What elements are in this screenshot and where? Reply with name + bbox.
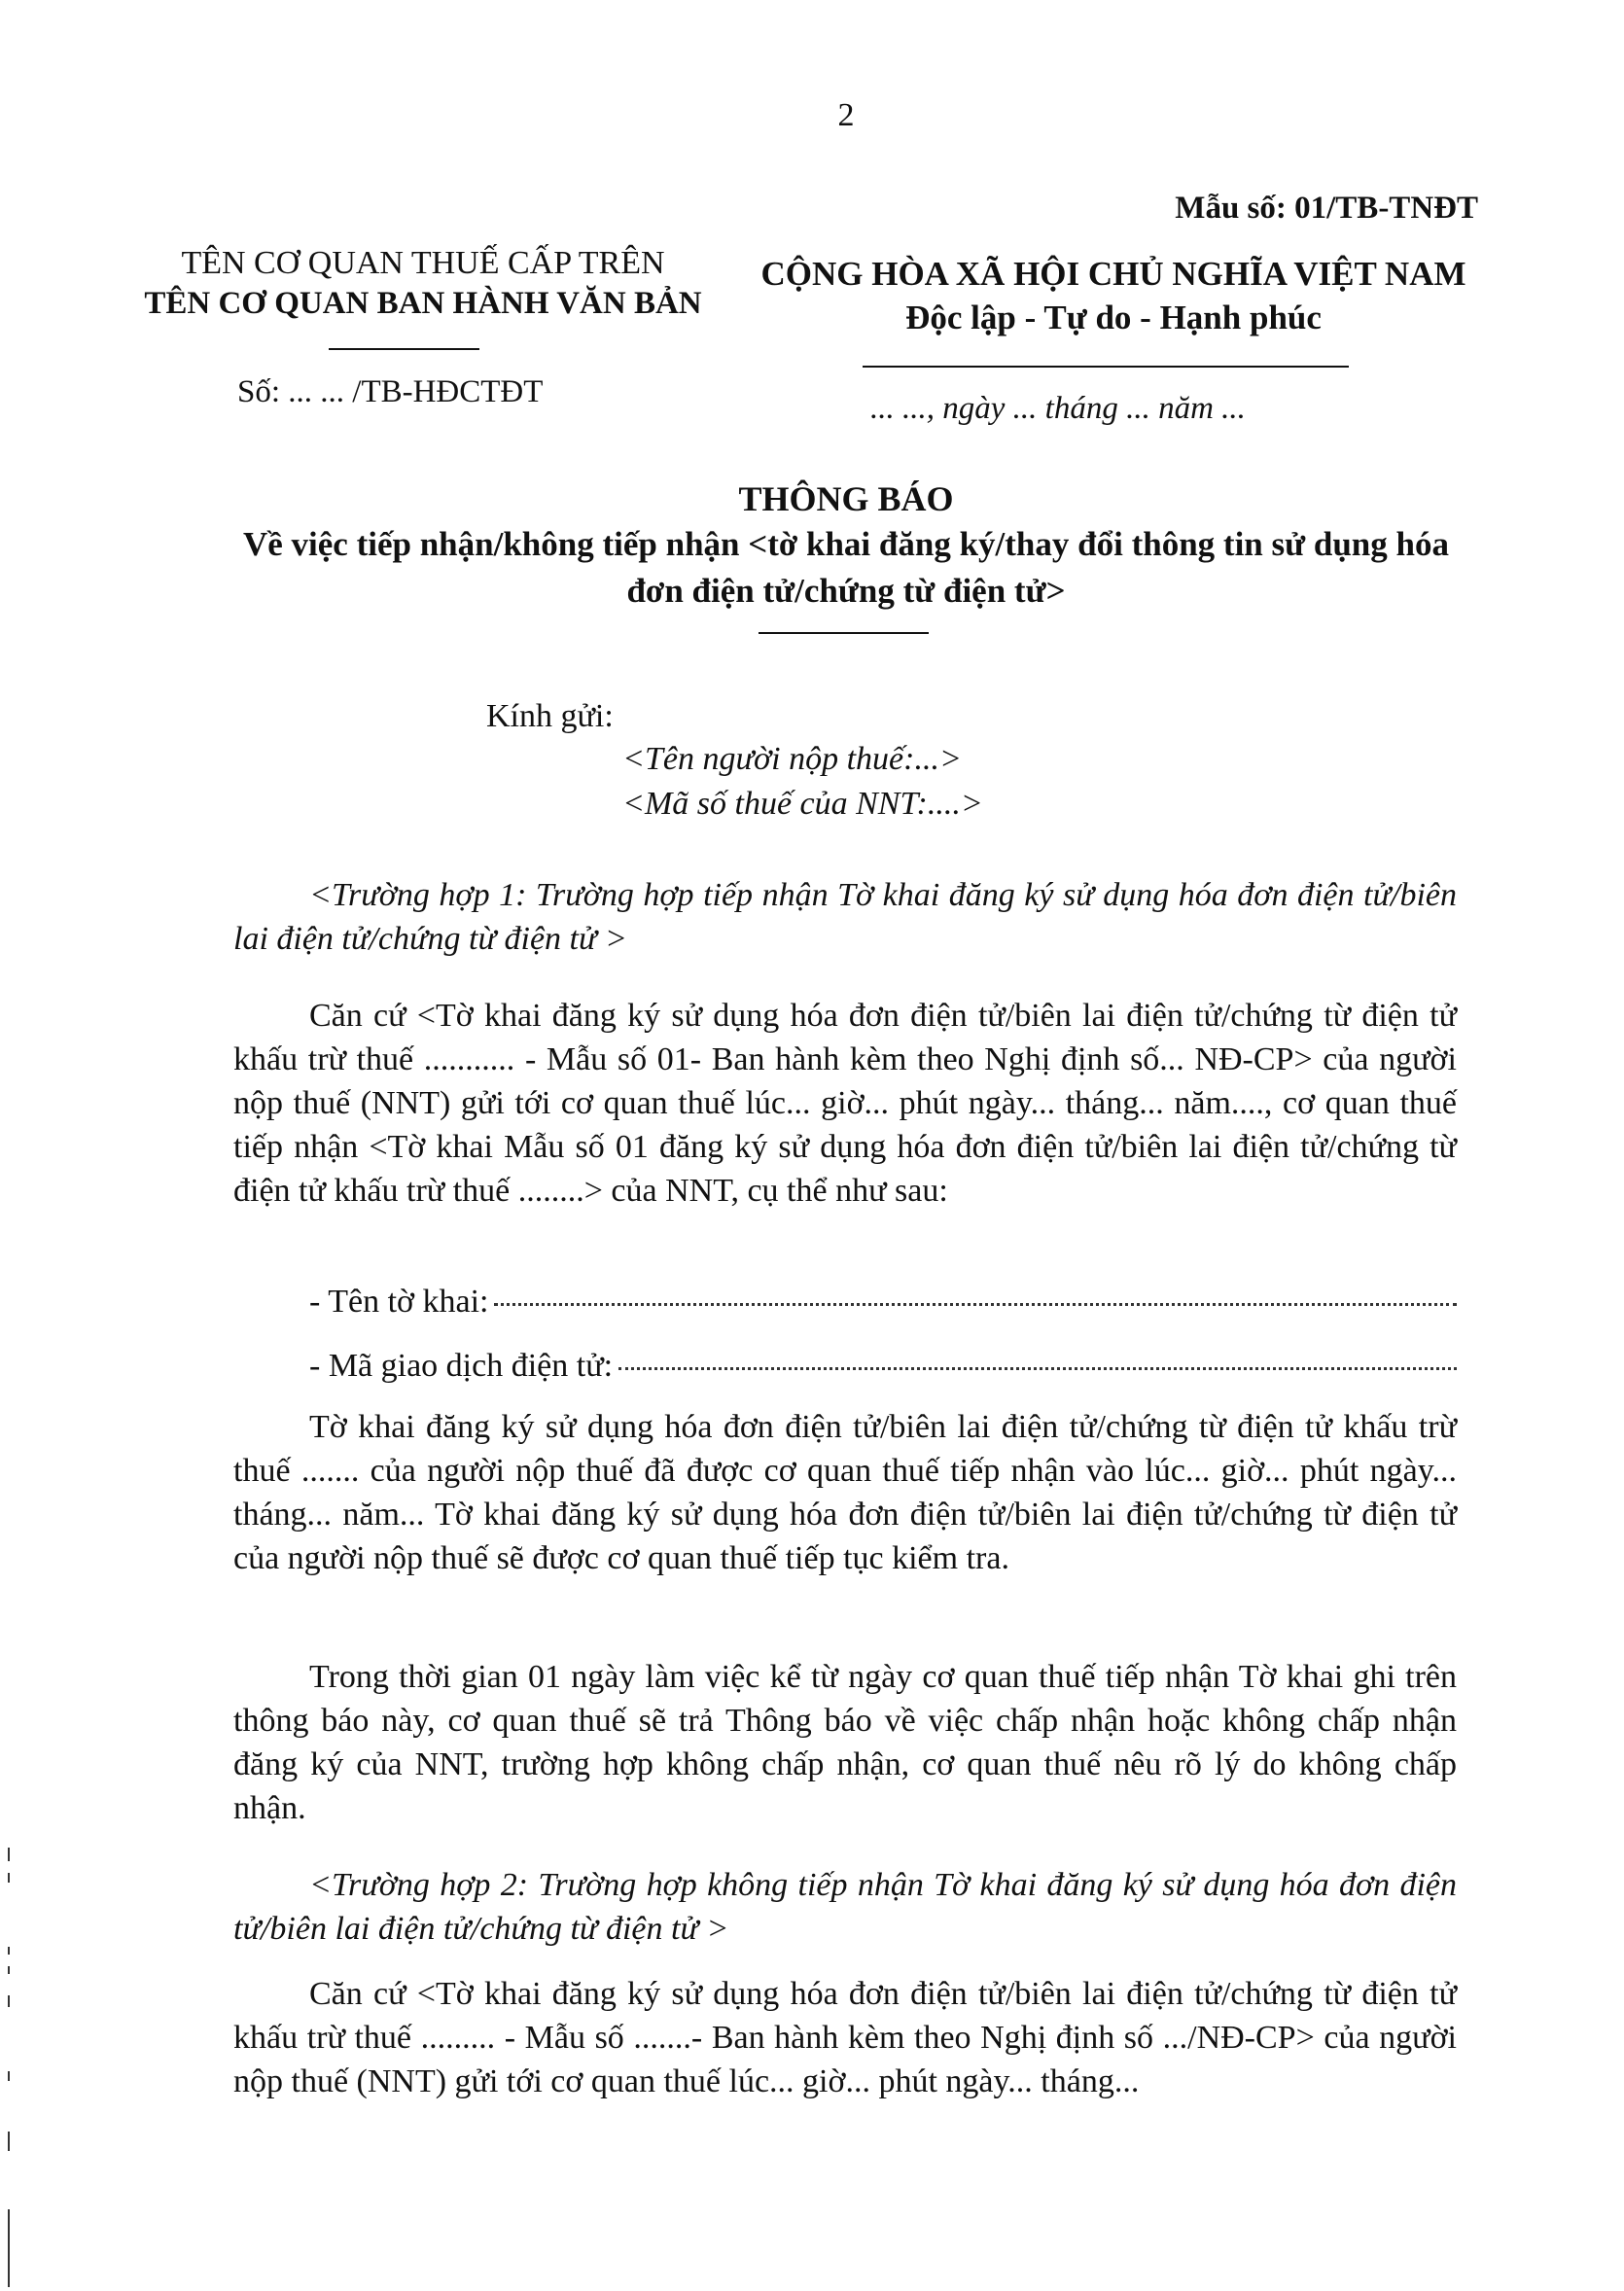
country-name: CỘNG HÒA XÃ HỘI CHỦ NGHĨA VIỆT NAM	[760, 255, 1466, 293]
field-transaction-code	[309, 1348, 1457, 1385]
field-label: - Mã giao dịch điện tử:	[309, 1348, 614, 1384]
case-2-heading: <Trường hợp 2: Trường hợp không tiếp nhận Tờ khai đăng ký sử dụng hóa đơn điện tử/biên lai điện tử/chứng từ điện tử >	[233, 1867, 1457, 1947]
greeting: Kính gửi:	[486, 698, 614, 734]
date-line: ... ..., ngày ... tháng ... năm ...	[870, 391, 1246, 426]
agency-superior: TÊN CƠ QUAN THUẾ CẤP TRÊN	[181, 245, 665, 281]
form-number: Mẫu số: 01/TB-TNĐT	[1175, 191, 1478, 226]
recipient-taxpayer-name: <Tên người nộp thuế:...>	[622, 741, 962, 777]
national-motto: Độc lập - Tự do - Hạnh phúc	[905, 299, 1322, 336]
agency-issuer: TÊN CƠ QUAN BAN HÀNH VĂN BẢN	[144, 286, 702, 321]
page-number: 2	[837, 97, 855, 133]
case-2-body: Căn cứ <Tờ khai đăng ký sử dụng hóa đơn điện tử/biên lai điện tử/chứng từ điện tử khấu trừ thuế ......... - Mẫu số .......- Ban hành kèm theo Nghị định số .../NĐ-CP> của người nộp thuế (NNT) gửi tới cơ quan thuế lúc... giờ... phút ngày... tháng...	[233, 1976, 1457, 2099]
case-1-deadline: Trong thời gian 01 ngày làm việc kể từ ngày cơ quan thuế tiếp nhận Tờ khai ghi trên thông báo này, cơ quan thuế sẽ trả Thông báo về việc chấp nhận hoặc không chấp nhận đăng ký của NNT, trường hợp không chấp nhận, cơ quan thuế nêu rõ lý do không chấp nhận.	[233, 1659, 1457, 1826]
case-1-heading: <Trường hợp 1: Trường hợp tiếp nhận Tờ khai đăng ký sử dụng hóa đơn điện tử/biên lai điện tử/chứng từ điện tử >	[233, 877, 1457, 957]
field-label: - Tên tờ khai:	[309, 1284, 489, 1320]
dotted-fill-line	[494, 1303, 1457, 1306]
title-divider	[759, 632, 929, 634]
case-1-note: Tờ khai đăng ký sử dụng hóa đơn điện tử/biên lai điện tử/chứng từ điện tử khấu trừ thuế ....... của người nộp thuế đã được cơ quan thuế tiếp nhận vào lúc... giờ... phút ngày... tháng... năm... Tờ khai đăng ký sử dụng hóa đơn điện tử/biên lai điện tử/chứng từ điện tử của người nộp thuế sẽ được cơ quan thuế tiếp tục kiểm tra.	[233, 1409, 1457, 1576]
agency-divider	[329, 348, 479, 350]
document-title: THÔNG BÁO	[738, 479, 954, 518]
dotted-fill-line	[618, 1367, 1457, 1370]
recipient-tax-code: <Mã số thuế của NNT:....>	[622, 786, 983, 822]
document-subtitle: Về việc tiếp nhận/không tiếp nhận <tờ khai đăng ký/thay đổi thông tin sử dụng hóa đơn điện tử/chứng từ điện tử>	[242, 525, 1449, 610]
document-number: Số: ... ... /TB-HĐCTĐT	[237, 374, 544, 409]
field-declaration-name	[309, 1284, 1457, 1321]
case-1-body: Căn cứ <Tờ khai đăng ký sử dụng hóa đơn điện tử/biên lai điện tử/chứng từ điện tử khấu trừ thuế ........... - Mẫu số 01- Ban hành kèm theo Nghị định số... NĐ-CP> của người nộp thuế (NNT) gửi tới cơ quan thuế lúc... giờ... phút ngày... tháng... năm...., cơ quan thuế tiếp nhận <Tờ khai Mẫu số 01 đăng ký sử dụng hóa đơn điện tử/biên lai điện tử/chứng từ điện tử khấu trừ thuế ........> của NNT, cụ thể như sau:	[233, 998, 1457, 1209]
motto-divider	[863, 366, 1349, 368]
